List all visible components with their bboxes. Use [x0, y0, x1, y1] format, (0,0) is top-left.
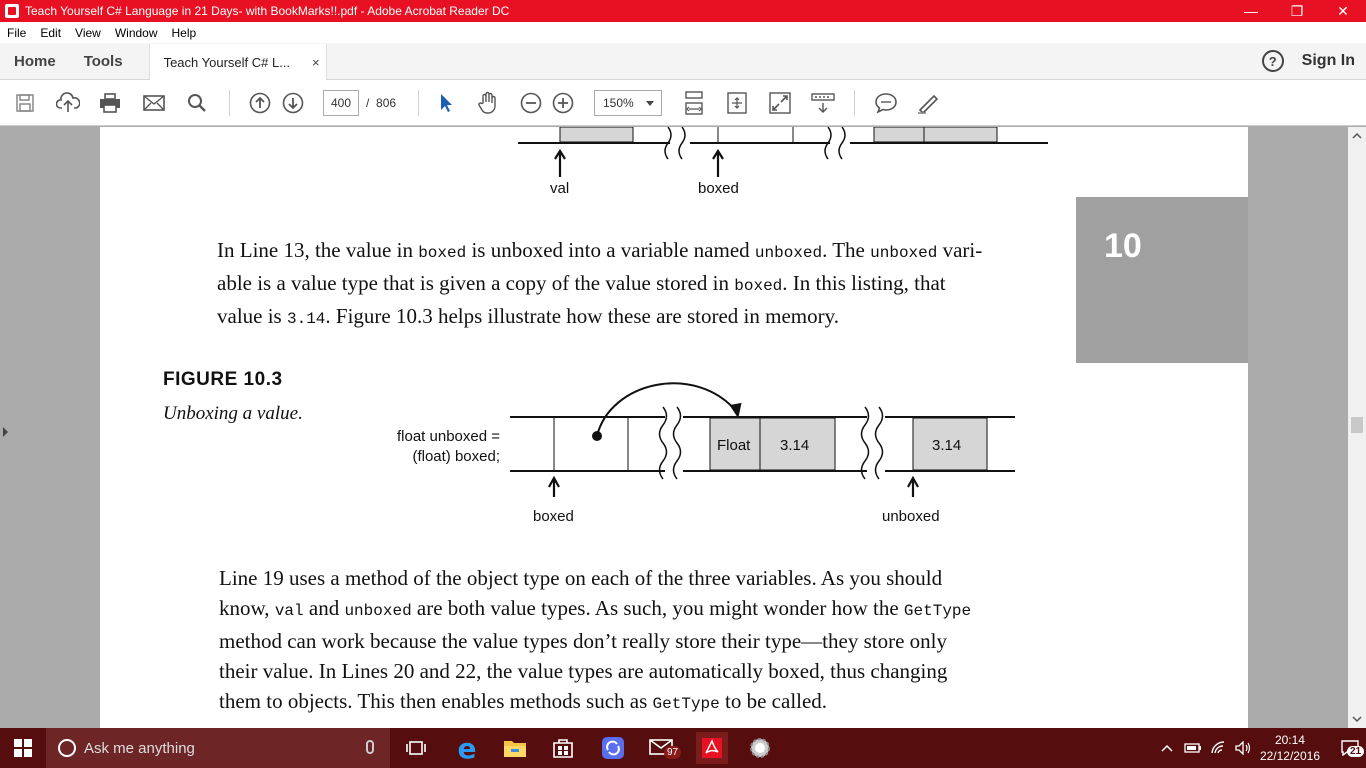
help-icon[interactable]: ? [1262, 50, 1284, 72]
top-memory-diagram [510, 127, 1070, 207]
pointer-label-boxed-2: boxed [533, 508, 574, 525]
title-bar [0, 0, 1366, 22]
pointer-label-val: val [550, 180, 570, 197]
print-icon[interactable] [98, 91, 122, 115]
figure-code [390, 427, 500, 467]
edge-browser-icon[interactable]: e [457, 731, 477, 765]
acrobat-icon [5, 4, 19, 18]
inline-code: unboxed [754, 244, 823, 262]
document-viewer[interactable] [0, 127, 1366, 728]
menu-window[interactable]: Window [114, 25, 158, 40]
page-number-input[interactable]: 400 [323, 90, 359, 116]
paragraph-1-line-3: value is 3.14. Figure 10.3 helps illustrate how these are stored in memory. [217, 304, 839, 328]
system-tray [1160, 728, 1366, 768]
paragraph-2-line-1: Line 19 uses a method of the object type on each of the three variables. As you should [219, 566, 943, 590]
previous-page-icon[interactable] [248, 91, 272, 115]
close-tab-icon[interactable]: × [311, 54, 320, 70]
toolbar-divider [854, 90, 855, 116]
left-panel-toggle-icon[interactable] [3, 427, 8, 437]
document-tab-label: Teach Yourself C# L... [163, 54, 291, 70]
file-explorer-icon[interactable] [499, 732, 531, 764]
inline-code: boxed [418, 244, 467, 262]
zoom-in-icon[interactable] [551, 91, 575, 115]
cell-type-float: Float [717, 437, 751, 454]
scroll-down-icon[interactable] [1348, 712, 1366, 726]
cell-value-unboxed: 3.14 [932, 437, 962, 454]
figure-caption: Unboxing a value. [163, 403, 303, 424]
wifi-icon[interactable] [1210, 741, 1228, 755]
menu-help[interactable]: Help [171, 25, 197, 40]
pdf-page [100, 127, 1248, 728]
chapter-tab: 10 [1076, 197, 1248, 363]
page-total-value: 806 [376, 96, 397, 110]
menu-bar [0, 22, 1366, 43]
zoom-out-icon[interactable] [519, 91, 543, 115]
scroll-up-icon[interactable] [1348, 129, 1366, 143]
store-icon[interactable] [547, 732, 579, 764]
paragraph-2-line-5: them to objects. This then enables methods such as GetType to be called. [219, 689, 828, 713]
inline-code: GetType [903, 602, 972, 620]
inline-code: 3.14 [286, 310, 326, 328]
task-view-icon[interactable] [400, 732, 432, 764]
paragraph-1-line-2: able is a value type that is given a copy of the value stored in boxed. In this listing, that [217, 271, 946, 295]
scrollbar-thumb[interactable] [1351, 417, 1363, 433]
windows-start-button[interactable] [0, 728, 46, 768]
mail-badge: 97 [664, 746, 681, 759]
save-icon[interactable] [13, 91, 37, 115]
toolbar-divider [229, 90, 230, 116]
paragraph-1 [217, 235, 982, 334]
minimize-button[interactable]: — [1244, 3, 1258, 19]
inline-code: GetType [652, 695, 720, 713]
inline-code: val [274, 602, 304, 620]
menu-view[interactable]: View [75, 25, 101, 40]
cortana-icon [58, 739, 76, 757]
zoom-level-select[interactable] [594, 90, 662, 116]
paragraph-2 [219, 563, 971, 719]
page-total [366, 96, 396, 110]
inline-code: unboxed [344, 602, 412, 620]
system-clock[interactable] [1260, 732, 1320, 764]
toolbar-divider [418, 90, 419, 116]
notification-badge: 21 [1347, 746, 1364, 757]
cortana-search-box[interactable] [46, 728, 390, 768]
tab-home[interactable]: Home [14, 52, 56, 70]
paragraph-1-line-1: In Line 13, the value in boxed is unboxed into a variable named unboxed. The unboxed vari- [217, 238, 983, 262]
pointer-label-unboxed: unboxed [882, 508, 940, 525]
zoom-level-value: 150% [603, 96, 634, 110]
figure-label: FIGURE 10.3 [163, 369, 283, 390]
fit-page-icon[interactable] [682, 91, 706, 115]
figure-code-line-1: float unboxed = [396, 428, 500, 445]
upload-cloud-icon[interactable] [56, 91, 80, 115]
tab-document[interactable] [149, 44, 327, 81]
volume-icon[interactable] [1234, 741, 1252, 755]
paragraph-2-line-3: method can work because the value types don’t really store their type—they store only [219, 629, 947, 653]
restore-button[interactable]: ❐ [1290, 2, 1304, 19]
cell-value-boxed: 3.14 [780, 437, 810, 454]
acrobat-taskbar-icon[interactable] [696, 732, 728, 764]
windows-logo-icon [14, 739, 32, 757]
tab-tools[interactable]: Tools [83, 52, 123, 70]
toolbar [0, 80, 1366, 126]
sd-tool-icon[interactable] [744, 732, 776, 764]
vertical-scrollbar[interactable] [1348, 127, 1366, 728]
chevron-down-icon [646, 101, 654, 106]
search-placeholder: Ask me anything [84, 739, 195, 757]
inline-code: boxed [734, 277, 783, 295]
figure-code-line-2: (float) boxed; [412, 448, 500, 465]
menu-file[interactable]: File [7, 25, 27, 40]
unboxing-memory-diagram [505, 367, 1025, 497]
tab-bar [0, 43, 1366, 80]
highlight-pen-icon[interactable] [916, 91, 940, 115]
menu-edit[interactable]: Edit [40, 25, 62, 40]
sign-in-button[interactable]: Sign In [1301, 52, 1355, 69]
page-separator: / [366, 96, 370, 110]
mail-icon[interactable] [646, 732, 678, 764]
email-icon[interactable] [142, 91, 166, 115]
clock-time: 20:14 [1274, 733, 1305, 747]
chevron-up-icon[interactable] [1160, 743, 1174, 753]
window-title: Teach Yourself C# Language in 21 Days- with BookMarks!!.pdf - Adobe Acrobat Reader DC [25, 4, 510, 18]
scroll-mode-icon[interactable] [811, 91, 835, 115]
taskbar [0, 728, 1366, 768]
microphone-icon[interactable] [366, 740, 374, 754]
battery-icon[interactable] [1184, 742, 1202, 754]
action-center-icon[interactable] [1334, 728, 1366, 768]
full-screen-icon[interactable] [768, 91, 792, 115]
next-page-icon[interactable] [281, 91, 305, 115]
search-icon[interactable] [185, 91, 209, 115]
pointer-label-boxed: boxed [698, 180, 739, 197]
hand-tool-icon[interactable] [476, 91, 500, 115]
paragraph-2-line-2: know, val and unboxed are both value types. As such, you might wonder how the GetType [219, 596, 972, 620]
select-cursor-icon[interactable] [434, 91, 458, 115]
inline-code: unboxed [870, 244, 938, 262]
close-window-button[interactable]: ✕ [1337, 2, 1349, 19]
comment-icon[interactable] [874, 91, 898, 115]
paragraph-2-line-4: their value. In Lines 20 and 22, the value types are automatically boxed, thus changing [219, 659, 948, 683]
fit-width-icon[interactable] [725, 91, 749, 115]
sync-app-icon[interactable] [597, 732, 629, 764]
clock-date: 22/12/2016 [1259, 749, 1320, 763]
